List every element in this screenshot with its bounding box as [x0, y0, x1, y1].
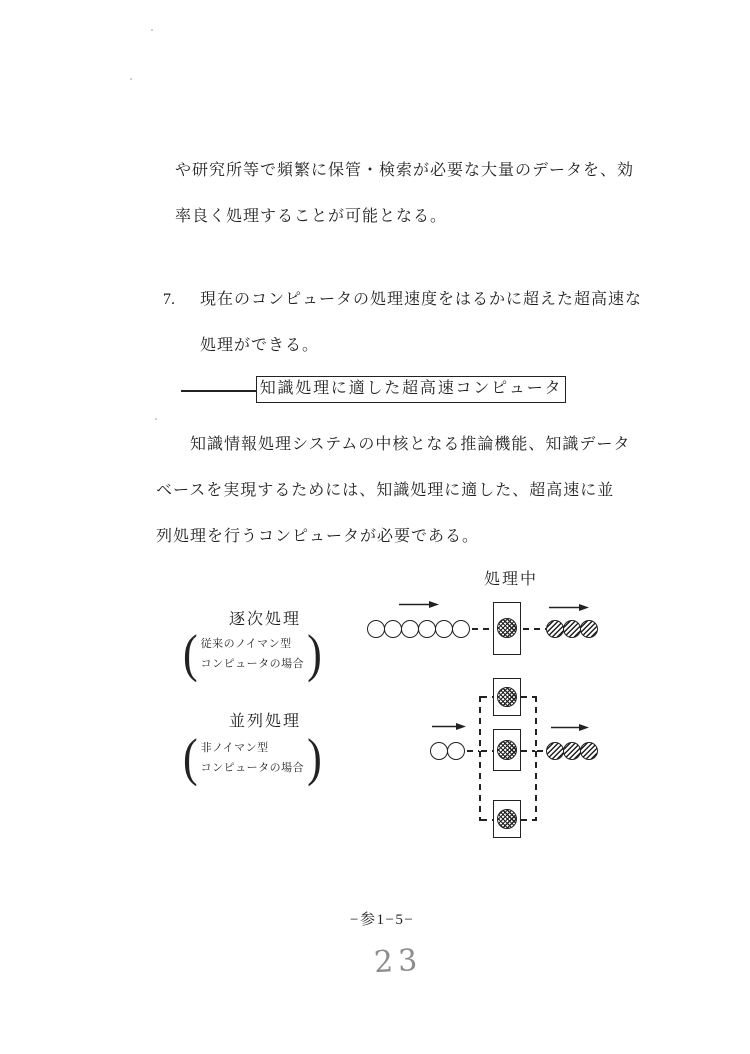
item7-line-1: 現在のコンピュータの処理速度をはるかに超えた超高速な: [200, 291, 643, 308]
heading-leader-line: [181, 390, 257, 392]
intro-line-2: 率良く処理することが可能となる。: [175, 208, 448, 225]
dashed-connector: [472, 628, 493, 630]
sequential-note: [183, 624, 322, 683]
data-circle: [418, 620, 436, 638]
processed-circle: [563, 742, 581, 760]
dashed-connector: [521, 696, 535, 698]
body-line-2: ベースを実現するためには、知識処理に適した、超高速に並: [156, 482, 615, 499]
processing-circle: [497, 618, 517, 638]
page-footer-label: −参1−5−: [350, 912, 415, 928]
scan-speck: [155, 418, 157, 420]
intro-line-1: や研究所等で頻繁に保管・検索が必要な大量のデータを、効: [175, 162, 635, 179]
scan-speck: [151, 29, 153, 31]
data-circle: [384, 620, 402, 638]
flow-arrow-right-icon: [432, 722, 466, 731]
body-line-3: 列処理を行うコンピュータが必要である。: [156, 528, 480, 545]
data-circle: [435, 620, 453, 638]
flow-arrow-right-icon: [549, 603, 589, 612]
dashed-connector: [481, 750, 493, 752]
processing-label: 処理中: [484, 571, 539, 588]
dashed-connector: [467, 750, 479, 752]
processed-circle: [580, 742, 598, 760]
processed-circle: [546, 620, 564, 638]
sequential-note-line-2: コンピュータの場合: [200, 657, 305, 670]
dashed-connector: [521, 750, 535, 752]
processing-circle: [497, 809, 517, 829]
processed-circle: [546, 742, 564, 760]
processed-circle: [580, 620, 598, 638]
dashed-connector: [481, 696, 493, 698]
parallel-note-line-2: コンピュータの場合: [200, 761, 305, 774]
processing-circle: [497, 687, 517, 707]
dashed-connector: [481, 819, 493, 821]
data-circle: [447, 742, 465, 760]
processed-circle: [563, 620, 581, 638]
parallel-title: 並列処理: [229, 713, 302, 730]
parallel-note: [183, 728, 322, 787]
data-circle: [452, 620, 470, 638]
fanout-rail: [479, 696, 481, 821]
fanin-rail: [535, 696, 537, 821]
item7-number: 7.: [163, 291, 175, 308]
close-paren: ): [307, 624, 322, 683]
open-paren: (: [183, 624, 198, 683]
data-circle: [367, 620, 385, 638]
data-circle: [401, 620, 419, 638]
handwritten-page-number: 23: [373, 942, 424, 981]
dashed-connector: [523, 628, 546, 630]
parallel-note-line-1: 非ノイマン型: [200, 741, 269, 754]
flow-arrow-right-icon: [551, 723, 589, 732]
data-circle: [430, 742, 448, 760]
scan-speck: [130, 78, 132, 80]
sequential-note-line-1: 従来のノイマン型: [200, 637, 292, 650]
close-paren: ): [307, 728, 322, 787]
open-paren: (: [183, 728, 198, 787]
sequential-title: 逐次処理: [229, 611, 302, 628]
dashed-connector: [537, 750, 546, 752]
item7-line-2: 処理ができる。: [200, 337, 320, 354]
body-line-1: 知識情報処理システムの中核となる推論機能、知識データ: [190, 436, 631, 453]
processing-circle: [497, 740, 517, 760]
heading-box: 知識処理に適した超高速コンピュータ: [256, 376, 566, 403]
flow-arrow-right-icon: [399, 600, 439, 609]
dashed-connector: [521, 819, 535, 821]
